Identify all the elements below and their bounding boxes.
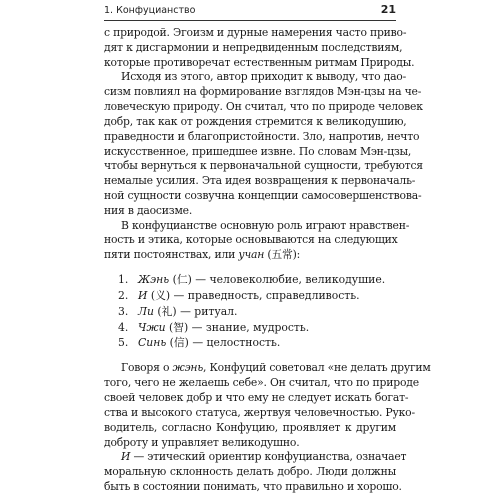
- text-line: ства и высокого статуса, жертвуя человечностью. Руко-: [104, 405, 415, 419]
- term-zhen: жэнь: [172, 361, 204, 375]
- text-line: И — этический ориентир конфуцианства, означает: [121, 450, 407, 464]
- list-item: 5. Синь (信) — целостность.: [118, 336, 281, 350]
- text-line: чтобы вернуться к первоначальной сущности, требуются: [104, 159, 423, 173]
- text-line: ния в даосизме.: [104, 203, 193, 217]
- text-line: праведности и благопристойности. Зло, напротив, нечто: [104, 129, 420, 143]
- text-line: моральную склонность делать добро. Люди должны: [104, 465, 396, 479]
- text-line: В конфуцианстве основную роль играют нравствен-: [121, 218, 410, 232]
- text-line: Исходя из этого, автор приходит к выводу, что дао-: [121, 70, 407, 84]
- text-line: дят к дисгармонии и непредвиденным последствиям,: [104, 40, 403, 54]
- text-line: ной сущности созвучна концепции самосовершенствова-: [104, 188, 422, 202]
- text-line: своей человек добр и что ему не следует искать богат-: [104, 391, 409, 405]
- list-item: 4. Чжи (智) — знание, мудрость.: [118, 320, 310, 334]
- text-line: пяти постоянствах, или учан (五常):: [104, 248, 301, 262]
- text-line: с природой. Эгоизм и дурные намерения часто приво-: [104, 26, 407, 39]
- text-line: которые противоречат естественным ритмам Природы.: [104, 55, 415, 69]
- text-line: водитель, согласно Конфуцию, проявляет к другим: [104, 420, 396, 434]
- text-line: ность и этика, которые основываются на следующих: [104, 233, 398, 247]
- text-line: ловеческую природу. Он считал, что по природе человек: [104, 100, 423, 114]
- term-uchan: учан: [238, 248, 265, 262]
- text-line: немалые усилия. Эта идея возвращения к первоначаль-: [104, 174, 416, 188]
- list-item: 2. И (义) — праведность, справедливость.: [118, 289, 360, 303]
- text-line: того, чего не желаешь себе». Он считал, что по природе: [104, 376, 419, 390]
- text-line: сизм повлиял на формирование взглядов Мэн-цзы на че-: [104, 85, 422, 99]
- text-line: добр, так как от рождения стремится к великодушию,: [104, 114, 407, 128]
- text-line: быть в состоянии понимать, что правильно и хорошо.: [104, 480, 402, 493]
- text-line: доброту и управляет великодушно.: [104, 435, 300, 449]
- header-rule: [104, 20, 396, 21]
- text-line: искусственное, пришедшее извне. По словам Мэн-цзы,: [104, 144, 412, 158]
- page-number: 21: [380, 3, 396, 16]
- text-line: Говоря о жэнь, Конфуций советовал «не делать другим: [121, 361, 431, 375]
- chapter-title: 1. Конфуцианство: [104, 5, 196, 16]
- term-i: И: [121, 450, 131, 464]
- list-item: 1. Жэнь (仁) — человеколюбие, великодушие.: [118, 273, 386, 287]
- list-item: 3. Ли (礼) — ритуал.: [118, 304, 238, 318]
- running-header: [0, 0, 500, 22]
